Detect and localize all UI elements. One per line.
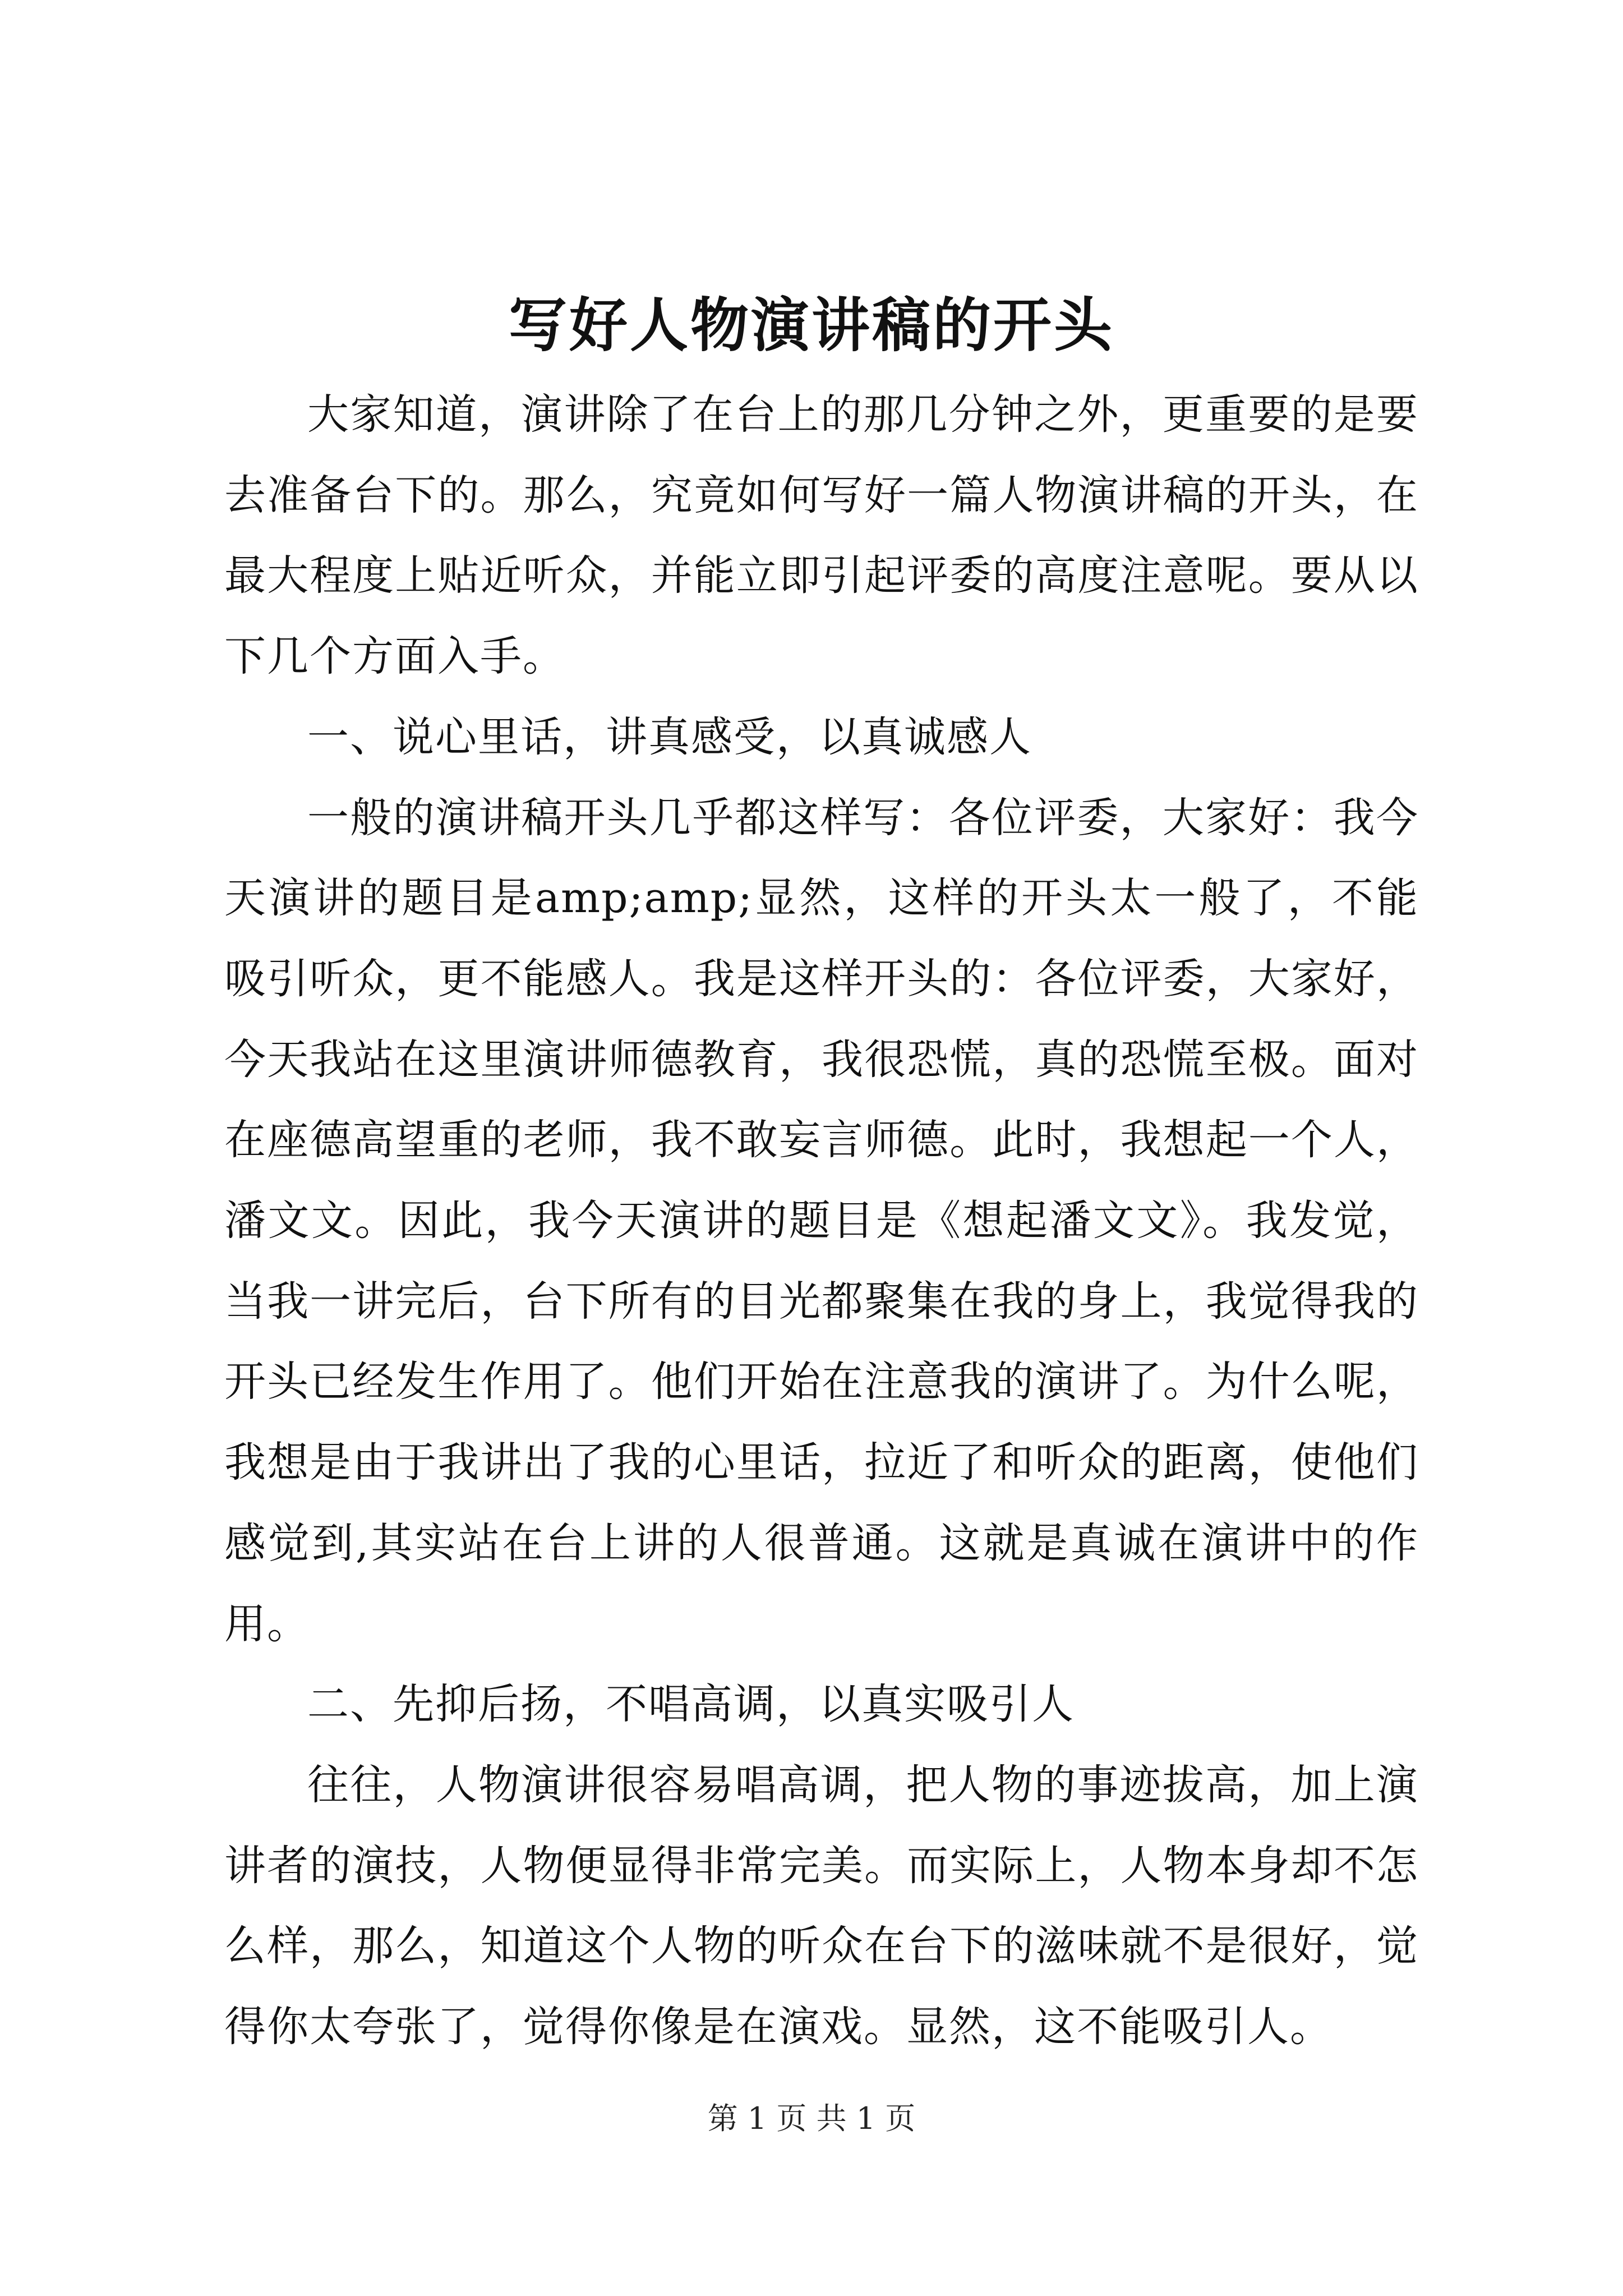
- section-heading-2: 二、先抑后扬，不唱高调，以真实吸引人: [307, 1680, 1075, 1729]
- page-number-footer: 第 1 页 共 1 页: [707, 2101, 916, 2136]
- document-title: 写好人物演讲稿的开头: [508, 291, 1114, 360]
- paragraph-section-2: 往往，人物演讲很容易唱高调，把人物的事迹拔高，加上演讲者的演技，人物便显得非常完美。而实际上，人物本身却不怎么样，那么，知道这个人物的听众在台下的滋味就不是很好，觉得你太夸张了，觉得你像是在演戏。显然，这不能吸引人。: [224, 1760, 1419, 2051]
- paragraph-section-1: 一般的演讲稿开头几乎都这样写：各位评委，大家好：我今天演讲的题目是amp;amp;显然，这样的开头太一般了，不能吸引听众，更不能感人。我是这样开头的：各位评委，大家好，今天我站在这里演讲师德教育，我很恐慌，真的恐慌至极。面对在座德高望重的老师，我不敢妄言师德。此时，我想起一个人，潘文文。因此，我今天演讲的题目是《想起潘文文》。我发觉，当我一讲完后，台下所有的目光都聚集在我的身上，我觉得我的开头已经发生作用了。他们开始在注意我的演讲了。为什么呢，我想是由于我讲出了我的心里话，拉近了和听众的距离，使他们感觉到,其实站在台上讲的人很普通。这就是真诚在演讲中的作用。: [224, 793, 1419, 1648]
- section-heading-1: 一、说心里话，讲真感受，以真诚感人: [307, 712, 1032, 761]
- document-body: [224, 375, 1419, 2068]
- paragraph-intro: 大家知道，演讲除了在台上的那几分钟之外，更重要的是要去准备台下的。那么，究竟如何写好一篇人物演讲稿的开头，在最大程度上贴近听众，并能立即引起评委的高度注意呢。要从以下几个方面入手。: [224, 390, 1419, 681]
